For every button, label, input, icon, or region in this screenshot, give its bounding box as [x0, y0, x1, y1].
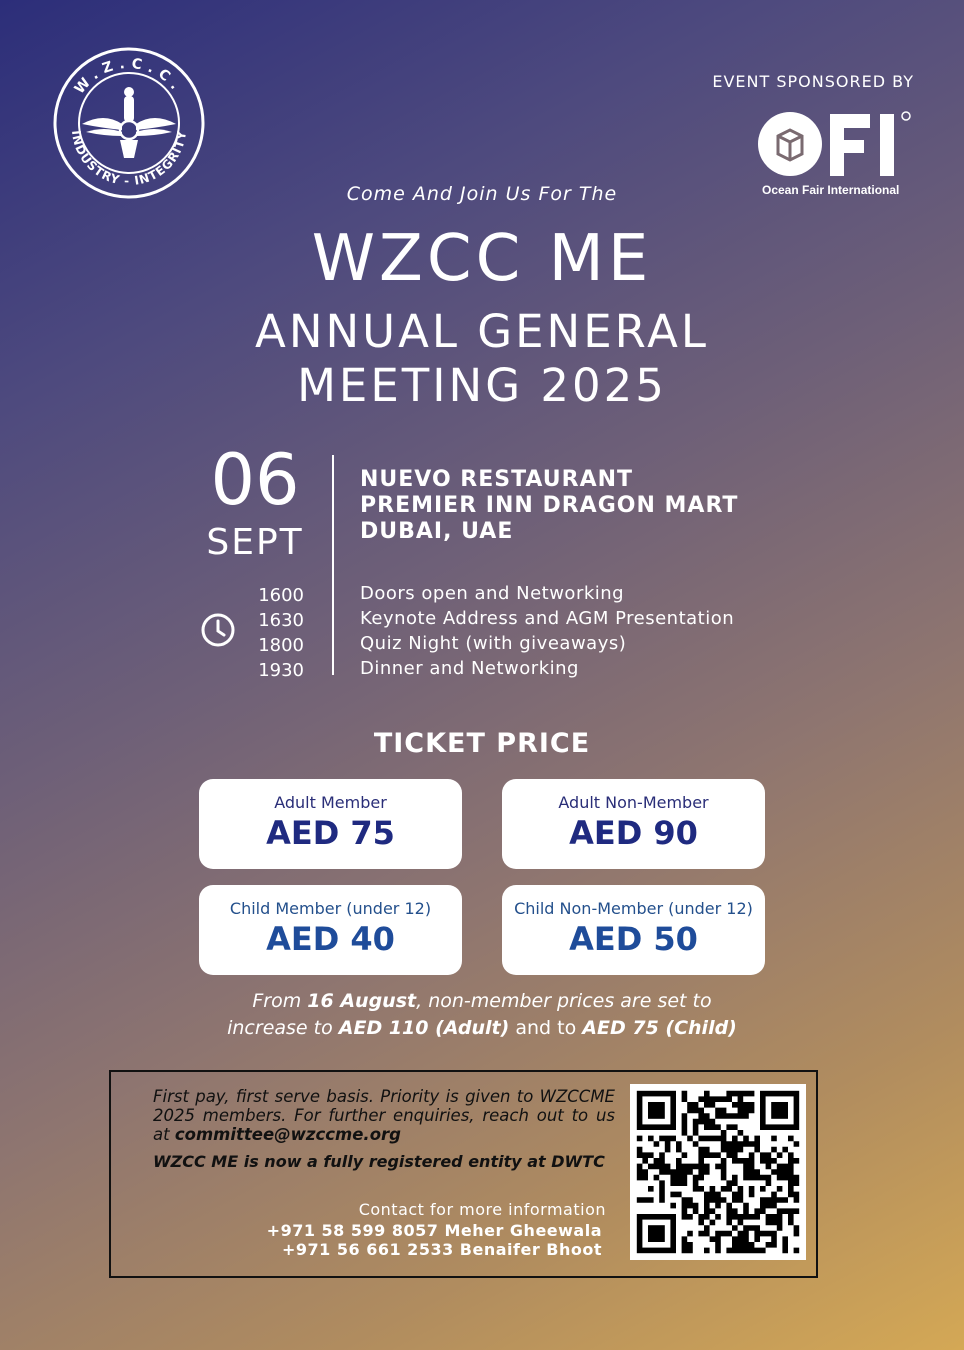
logo-top-text: W.Z.C.C. [71, 55, 187, 98]
subtitle-line-2: MEETING 2025 [297, 359, 667, 412]
sponsor-name: Ocean Fair International [762, 183, 900, 197]
ticket-label: Adult Member [274, 793, 387, 812]
divider [332, 455, 334, 675]
contact-email[interactable]: committee@wzccme.org [174, 1125, 401, 1144]
ticket-card-adult-non-member [502, 779, 765, 869]
event-month: SEPT [206, 522, 304, 563]
event-day: 06 [210, 439, 300, 521]
venue-line: DUBAI, UAE [360, 519, 514, 544]
dwtc-statement: WZCC ME is now a fully registered entity at DWTC [153, 1152, 605, 1171]
subtitle-line-1: ANNUAL GENERAL [255, 305, 709, 358]
ticket-price-heading: TICKET PRICE [373, 728, 591, 759]
ticket-label: Adult Non-Member [558, 793, 709, 812]
schedule-activity: Doors open and Networking [360, 583, 625, 604]
venue-line: PREMIER INN DRAGON MART [360, 493, 739, 518]
schedule-activities [360, 581, 734, 681]
ticket-label: Child Member (under 12) [229, 899, 432, 918]
venue-line: NUEVO RESTAURANT [360, 467, 634, 492]
contact-phone-1: +971 58 599 8057 Meher Gheewala [266, 1221, 602, 1240]
ofi-logo [756, 108, 916, 180]
schedule-time: 1630 [258, 610, 304, 631]
contact-label: Contact for more information [358, 1200, 606, 1219]
schedule-times [236, 583, 304, 683]
ticket-price: AED 40 [266, 920, 395, 958]
venue [360, 467, 738, 545]
schedule-activity: Keynote Address and AGM Presentation [360, 608, 735, 629]
page-title: WZCC ME [311, 222, 653, 296]
notice-child-price: AED 75 (Child) [582, 1017, 737, 1039]
notice-adult-price: AED 110 (Adult) [338, 1017, 510, 1039]
intro-text: Come And Join Us For The [346, 183, 618, 205]
schedule-time: 1600 [258, 585, 304, 606]
schedule-time: 1800 [258, 635, 304, 656]
schedule-time: 1930 [258, 660, 304, 681]
wzcc-logo [52, 46, 206, 200]
sponsor-label: EVENT SPONSORED BY [712, 72, 914, 91]
clock-icon [200, 612, 236, 648]
ticket-price: AED 90 [569, 814, 698, 852]
ticket-card-child-non-member [502, 885, 765, 975]
logo-bottom-text: INDUSTRY - INTEGRITY [69, 129, 190, 189]
faravahar-icon [82, 87, 176, 158]
info-text: First pay, first serve basis. Priority is given to WZCCME 2025 members. For further enquiries, reach out to us at committee@wzccme.org [153, 1087, 615, 1144]
qr-code-icon[interactable] [630, 1084, 806, 1260]
schedule-activity: Dinner and Networking [360, 658, 579, 679]
ticket-label: Child Non-Member (under 12) [514, 899, 753, 918]
notice-date: 16 August [307, 990, 417, 1012]
ticket-price: AED 50 [569, 920, 698, 958]
ticket-card-adult-member [199, 779, 462, 869]
price-notice: From 16 August, non-member prices are set to increase to AED 110 (Adult) and to AED 75 (Child) [227, 990, 737, 1039]
contact-phone-2: +971 56 661 2533 Benaifer Bhoot [282, 1240, 602, 1259]
ticket-price: AED 75 [266, 814, 395, 852]
ticket-card-child-member [199, 885, 462, 975]
schedule-activity: Quiz Night (with giveaways) [360, 633, 627, 654]
